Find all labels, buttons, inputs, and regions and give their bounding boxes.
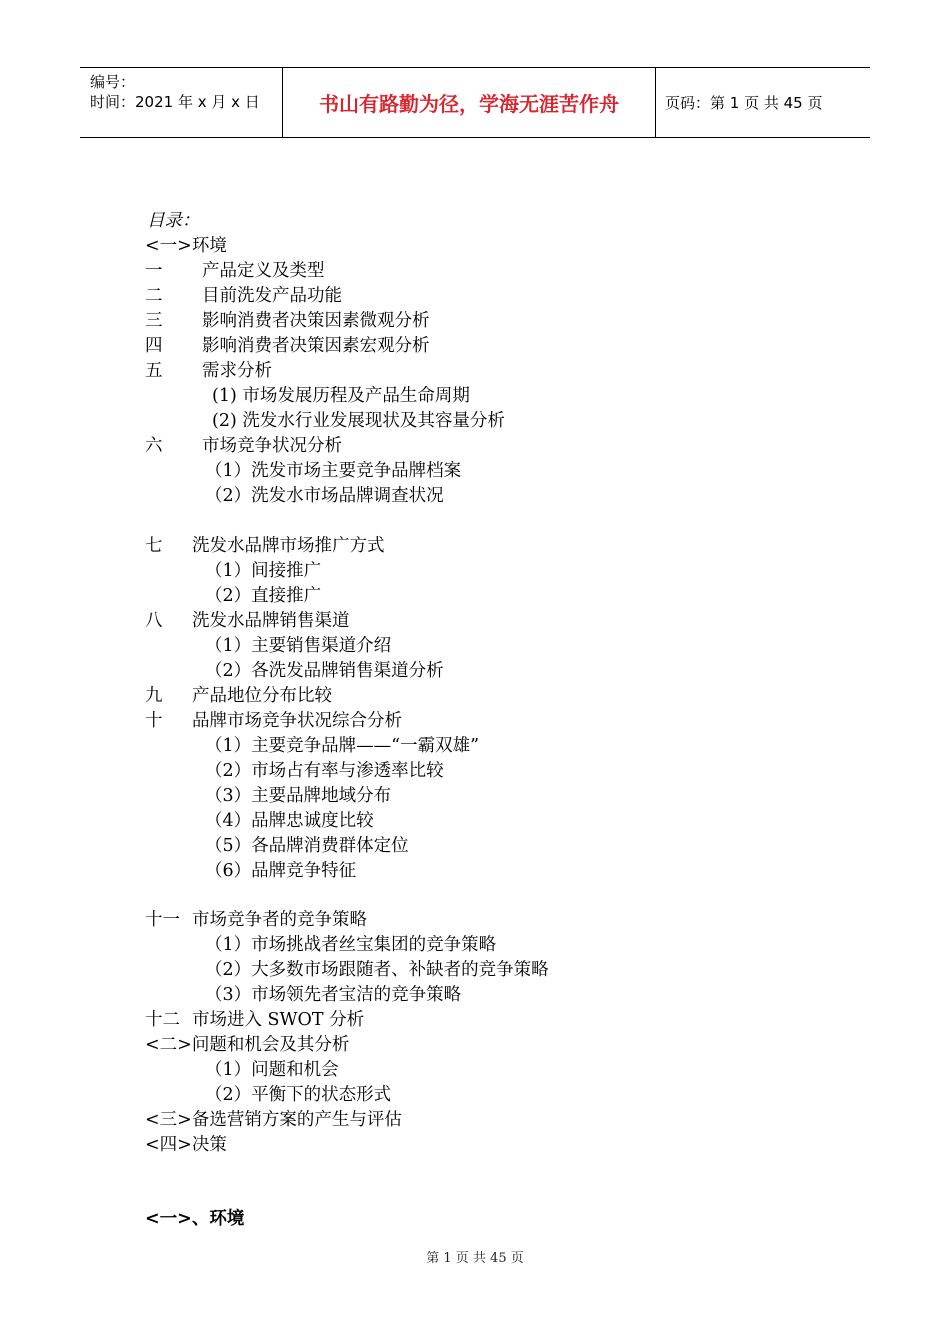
toc-line: <一>环境 (145, 236, 227, 256)
toc-line: （1）间接推广 (205, 561, 322, 581)
toc-line: （2）市场占有率与渗透率比较 (205, 761, 444, 781)
toc-title: 目录： (147, 211, 200, 231)
toc-line: （1）主要销售渠道介绍 (205, 636, 392, 656)
date-label: 时间：2021 年 x 月 x 日 (90, 93, 260, 111)
toc-line: （1）洗发市场主要竞争品牌档案 (205, 461, 462, 481)
toc-line: <四>决策 (145, 1135, 227, 1155)
page-footer: 第 1 页 共 45 页 (426, 1251, 524, 1266)
header-right-cell (655, 68, 870, 137)
toc-line: （2）平衡下的状态形式 (205, 1085, 392, 1105)
toc-line: （3）市场领先者宝洁的竞争策略 (205, 985, 462, 1005)
toc-line: <二>问题和机会及其分析 (145, 1035, 350, 1055)
header-left-cell (80, 68, 282, 137)
toc-line: （2）直接推广 (205, 586, 322, 606)
section-heading: <一>、环境 (145, 1209, 245, 1229)
toc-line: （2）各洗发品牌销售渠道分析 (205, 661, 444, 681)
toc-line: （2）洗发水市场品牌调查状况 (205, 486, 444, 506)
toc-line: （3）主要品牌地域分布 (205, 786, 392, 806)
header-motto: 书山有路勤为径，学海无涯苦作舟 (319, 92, 619, 116)
toc-line: (2) 洗发水行业发展现状及其容量分析 (212, 411, 505, 431)
toc-line: （1）问题和机会 (205, 1060, 339, 1080)
toc-line: (1) 市场发展历程及产品生命周期 (212, 386, 470, 406)
toc-line: <三>备选营销方案的产生与评估 (145, 1110, 402, 1130)
toc-line: （1）主要竞争品牌——“一霸双雄” (205, 736, 480, 756)
header-motto-cell (282, 68, 656, 137)
toc-line: （1）市场挑战者丝宝集团的竞争策略 (205, 935, 497, 955)
header-table (80, 67, 870, 138)
header-page-info: 页码：第 1 页 共 45 页 (665, 94, 823, 112)
toc-line: （6）品牌竞争特征 (205, 861, 357, 881)
toc-line: （2）大多数市场跟随者、补缺者的竞争策略 (205, 960, 549, 980)
toc-line: （4）品牌忠诚度比较 (205, 811, 374, 831)
number-label: 编号： (90, 73, 136, 91)
toc-line: （5）各品牌消费群体定位 (205, 836, 409, 856)
